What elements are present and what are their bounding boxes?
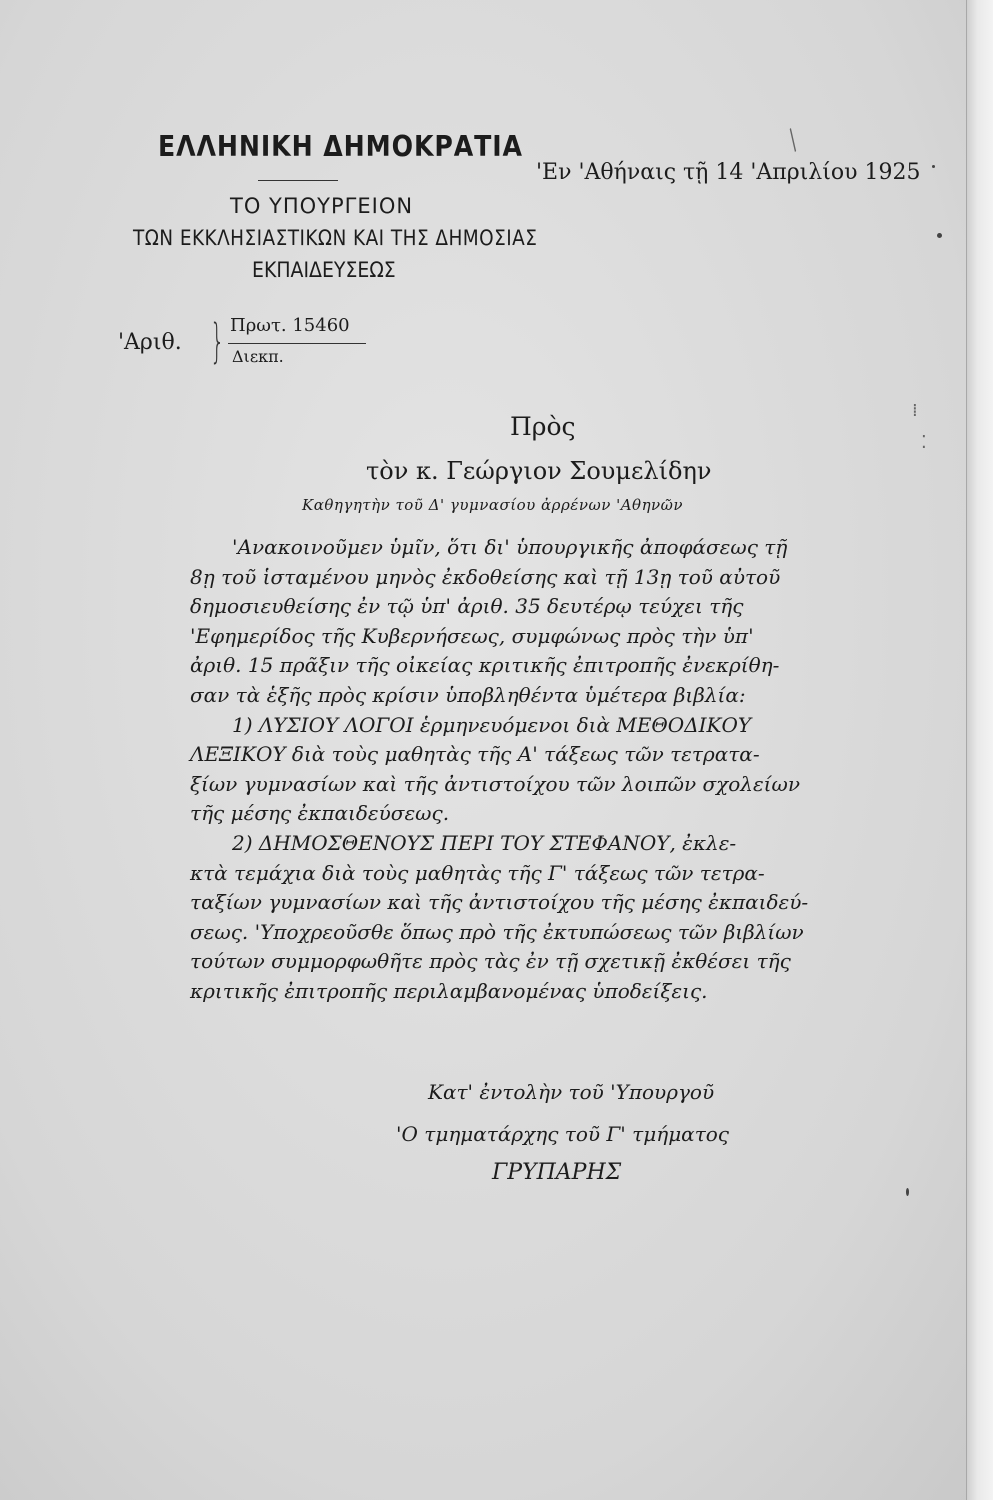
body-line: ταξίων γυμνασίων καὶ τῆς ἀντιστοίχου τῆς μέσης ἐκπαιδεύ- bbox=[190, 890, 809, 915]
body-line: ἀριθ. 15 πρᾶξιν τῆς οἰκείας κριτικῆς ἐπιτροπῆς ἐνεκρίθη- bbox=[190, 653, 780, 678]
scan-mark: ⁞ bbox=[912, 400, 918, 421]
protocol-number: Πρωτ. 15460 bbox=[230, 315, 350, 336]
addressee-name: τὸν κ. Γεώργιον Σουμελίδην bbox=[366, 457, 712, 485]
body-line: 2) ΔΗΜΟΣΘΕΝΟΥΣ ΠΕΡΙ ΤΟΥ ΣΤΕΦΑΝΟΥ, ἐκλε- bbox=[232, 830, 737, 855]
scan-speck bbox=[906, 1188, 909, 1196]
body-line: τῆς μέσης ἐκπαιδεύσεως. bbox=[190, 801, 450, 826]
body-line: κτὰ τεμάχια διὰ τοὺς μαθητὰς τῆς Γ' τάξεως τῶν τετρα- bbox=[190, 860, 765, 885]
scan-mark: ⁚ bbox=[921, 432, 927, 453]
reference-label: 'Αριθ. bbox=[118, 330, 182, 355]
ministry-line-1: ΤΟ ΥΠΟΥΡΓΕΙΟΝ bbox=[230, 194, 414, 218]
document-date: 'Εν 'Αθήναις τῇ 14 'Απριλίου 1925 bbox=[536, 160, 921, 185]
body-line: τούτων συμμορφωθῆτε πρὸς τὰς ἐν τῇ σχετικῇ ἐκθέσει τῆς bbox=[190, 949, 791, 974]
body-line: ξίων γυμνασίων καὶ τῆς ἀντιστοίχου τῶν λοιπῶν σχολείων bbox=[190, 771, 800, 796]
dispatch-label: Διεκπ. bbox=[232, 347, 284, 366]
body-line: σεως. 'Υποχρεοῦσθε ὅπως πρὸ τῆς ἐκτυπώσεως τῶν βιβλίων bbox=[190, 919, 804, 944]
body-line: 1) ΛΥΣΙΟΥ ΛΟΓΟΙ ἑρμηνευόμενοι διὰ ΜΕΘΟΔΙΚΟΥ bbox=[232, 712, 752, 737]
signatory-name: ΓΡΥΠΑΡΗΣ bbox=[492, 1160, 622, 1185]
body-line: δημοσιευθείσης ἐν τῷ ὑπ' ἀριθ. 35 δευτέρῳ τεύχει τῆς bbox=[190, 594, 744, 619]
body-line: 'Ανακοινοῦμεν ὑμῖν, ὅτι δι' ὑπουργικῆς ἀποφάσεως τῇ bbox=[232, 535, 788, 559]
signature-line-2: 'Ο τμηματάρχης τοῦ Γ' τμήματος bbox=[396, 1122, 729, 1146]
letter-body bbox=[190, 533, 898, 1007]
body-line: κριτικῆς ἐπιτροπῆς περιλαμβανομένας ὑποδείξεις. bbox=[190, 978, 708, 1003]
body-line: 8ῃ τοῦ ἱσταμένου μηνὸς ἐκδοθείσης καὶ τῇ 13ῃ τοῦ αὐτοῦ bbox=[190, 564, 781, 589]
signature-line-1: Κατ' ἐντολὴν τοῦ 'Υπουργοῦ bbox=[428, 1080, 715, 1104]
heading-rule bbox=[258, 180, 338, 181]
ministry-line-3: ΕΚΠΑΙΔΕΥΣΕΩΣ bbox=[252, 258, 396, 282]
page-edge bbox=[966, 0, 993, 1500]
scan-mark: ╱ bbox=[782, 128, 805, 153]
body-line: ΛΕΞΙΚΟΥ διὰ τοὺς μαθητὰς τῆς Α' τάξεως τῶν τετρατα- bbox=[190, 742, 760, 767]
republic-heading: ΕΛΛΗΝΙΚΗ ΔΗΜΟΚΡΑΤΙΑ bbox=[158, 130, 523, 163]
addressee-title: Καθηγητὴν τοῦ Δ' γυμνασίου ἀρρένων 'Αθηνῶν bbox=[302, 496, 684, 514]
body-line: σαν τὰ ἑξῆς πρὸς κρίσιν ὑποβληθέντα ὑμέτερα βιβλία: bbox=[190, 682, 746, 707]
scan-speck bbox=[932, 165, 935, 168]
ministry-line-2: ΤΩΝ ΕΚΚΛΗΣΙΑΣΤΙΚΩΝ ΚΑΙ ΤΗΣ ΔΗΜΟΣΙΑΣ bbox=[133, 226, 538, 250]
reference-brace: } bbox=[210, 314, 225, 368]
body-line: 'Εφημερίδος τῆς Κυβερνήσεως, συμφώνως πρὸς τὴν ὑπ' bbox=[190, 623, 754, 648]
scan-speck bbox=[937, 233, 942, 238]
addressee-to: Πρὸς bbox=[510, 412, 576, 441]
protocol-rule bbox=[228, 343, 366, 344]
